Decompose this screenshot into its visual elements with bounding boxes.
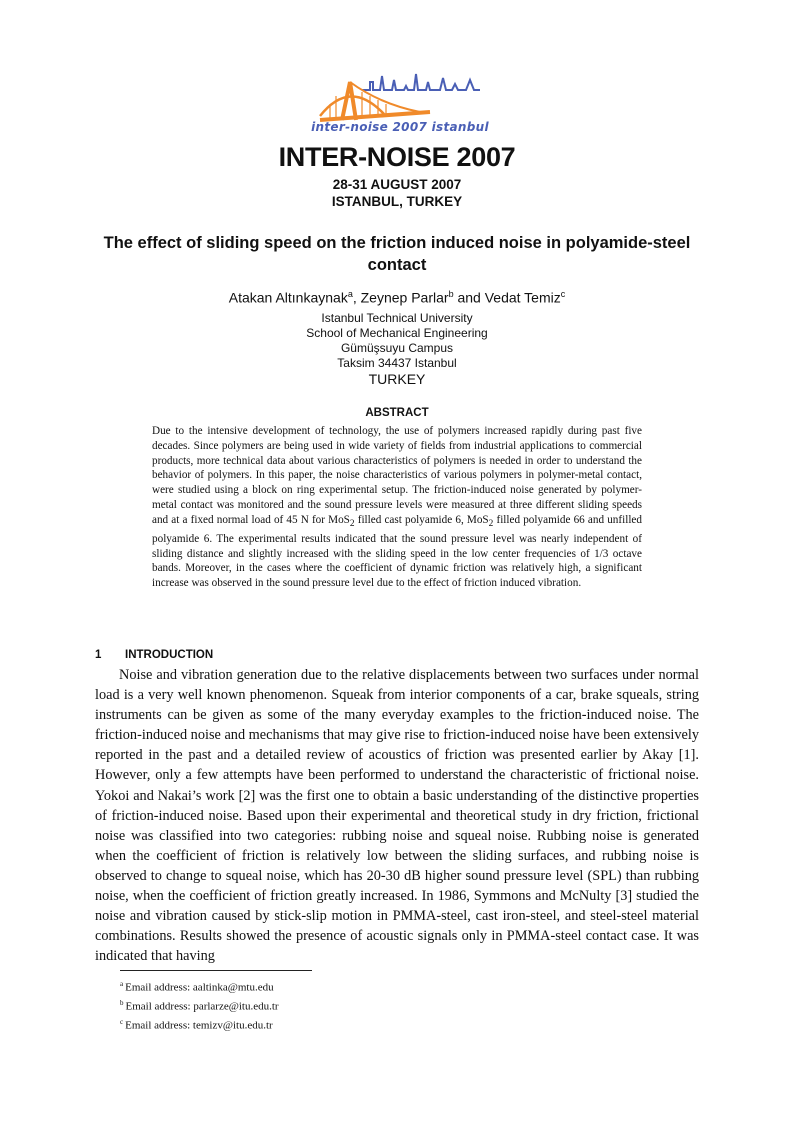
- author-list: [0, 289, 794, 306]
- abstract-heading: ABSTRACT: [365, 407, 429, 419]
- footnote: [120, 1015, 520, 1034]
- section-number: 1: [95, 649, 102, 661]
- footnote-text: Email address: parlarze@itu.edu.tr: [125, 1000, 279, 1013]
- author-name: Vedat Temiz: [484, 289, 561, 306]
- footnote-text: Email address: aaltinka@mtu.edu: [125, 981, 274, 994]
- author-mark: a: [347, 289, 353, 299]
- footnote-divider: [120, 970, 312, 971]
- footnote: [120, 977, 520, 996]
- introduction-paragraph: Noise and vibration generation due to the relative displacements between two surfaces under normal load is a very well known phenomenon. Squeak from interior components of a car, brake squeals, string instruments can be given as some of the many everyday examples to the friction-induced noise. The friction-induced noise and mechanisms that may give rise to friction-induced noise have been extensively reported in the past and a detailed review of acoustics of friction was presented earlier by Akay [1]. However, only a few attempts have been performed to understand the characteristic of frictional noise. Yokoi and Nakai’s work [2] was the first one to obtain a basic understanding of the distinctive properties of friction-induced noise. Based upon their experimental and theoretical study in dry friction, frictional noise was classified into two categories: rubbing noise and squeal noise. Rubbing noise is generated when the coefficient of friction is relatively low between the sliding surfaces, and rubbing noise is observed to change to squeal noise, which has 20-30 dB higher sound pressure level (SPL) than rubbing noise, when the coefficient of friction greatly increased. In 1986, Symmons and McNulty [3] studied the noise and vibration caused by stick-slip motion in PMMA-steel, cast iron-steel, and steel-steel material combinations. Results showed the presence of acoustic signals only in PMMA-steel contact case. It was indicated that having: [95, 667, 699, 965]
- affiliation-university: Istanbul Technical University: [321, 311, 473, 325]
- subscript: 2: [488, 519, 494, 530]
- subscript: 2: [349, 519, 355, 530]
- conference-place: ISTANBUL, TURKEY: [331, 194, 463, 209]
- footnote-mark: a: [120, 980, 124, 988]
- paper-title: The effect of sliding speed on the friction induced noise in polyamide-steel contact: [103, 234, 691, 274]
- affiliation-address: Taksim 34437 Istanbul: [337, 356, 457, 370]
- author-name: Atakan Altınkaynak: [228, 289, 348, 306]
- logo-caption: inter-noise 2007 istanbul: [311, 120, 489, 134]
- footnote-mark: b: [120, 999, 124, 1008]
- author-separator: and: [453, 289, 485, 306]
- author-name: Zeynep Parlar: [360, 289, 449, 306]
- footnote-text: Email address: temizv@itu.edu.tr: [125, 1019, 273, 1032]
- conference-title: INTER-NOISE 2007: [278, 142, 516, 172]
- section-heading: [95, 649, 213, 661]
- footnotes: [120, 977, 520, 1034]
- author-mark: c: [560, 289, 566, 299]
- section-title: INTRODUCTION: [125, 649, 214, 661]
- author-separator: ,: [352, 289, 361, 306]
- author-mark: b: [448, 289, 454, 299]
- abstract-part: filled cast polyamide 6, MoS: [354, 513, 489, 526]
- conference-date: 28-31 AUGUST 2007: [332, 177, 462, 192]
- footnote: [120, 996, 520, 1015]
- affiliation-school: School of Mechanical Engineering: [306, 326, 488, 340]
- abstract-part: Due to the intensive development of technology, the use of polymers increased rapidly during past five decades. Since polymers are being used in wide variety of fields from industrial applications to commercial products, more technical data about various characteristics of polymers is needed in order to understand the behavior of polymers. In this paper, the noise characteristics of various polymers in polymer-metal contact, were studied using a block on ring experimental setup. The friction-induced noise generated by polymer-metal contact was monitored and the sound pressure levels were measured at three different sliding speeds and at a fixed normal load of 45 N for MoS: [152, 425, 642, 526]
- affiliation-country: TURKEY: [368, 371, 426, 387]
- bridge-skyline-icon: [310, 68, 490, 124]
- footnote-mark: c: [120, 1018, 124, 1027]
- affiliation-campus: Gümüşsuyu Campus: [340, 341, 454, 355]
- abstract-text: [152, 424, 642, 591]
- abstract-part: filled polyamide 66 and unfilled polyamide 6. The experimental results indicated that the sound pressure level was nearly independent of sliding distance and slightly increased with the sliding speed in the low center frequencies of 1/3 octave bands. Moreover, in the cases where the coefficient of dynamic friction was relatively high, a significant increase was observed in the sound pressure level due to the effect of friction induced vibration.: [152, 513, 642, 590]
